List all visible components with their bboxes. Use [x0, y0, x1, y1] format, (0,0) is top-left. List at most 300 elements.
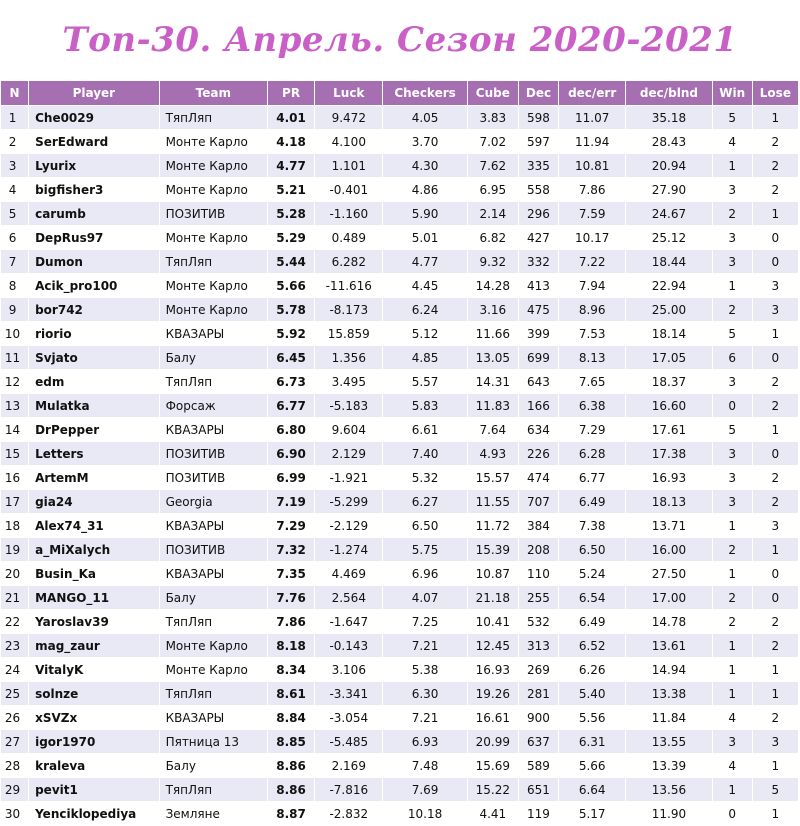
- checkers-cell: 4.85: [383, 346, 467, 370]
- n-cell: 15: [1, 442, 29, 466]
- pr-cell: 7.32: [267, 538, 314, 562]
- win-cell: 1: [712, 562, 752, 586]
- checkers-cell: 6.96: [383, 562, 467, 586]
- player-cell: Yaroslav39: [29, 610, 159, 634]
- dec-err-cell: 6.31: [559, 730, 626, 754]
- pr-cell: 5.44: [267, 250, 314, 274]
- dec-cell: 255: [518, 586, 558, 610]
- cube-cell: 15.57: [467, 466, 518, 490]
- dec-err-cell: 7.38: [559, 514, 626, 538]
- n-cell: 30: [1, 802, 29, 826]
- dec-cell: 313: [518, 634, 558, 658]
- checkers-cell: 5.38: [383, 658, 467, 682]
- checkers-cell: 6.24: [383, 298, 467, 322]
- cube-cell: 15.39: [467, 538, 518, 562]
- win-cell: 2: [712, 538, 752, 562]
- team-cell: Georgia: [159, 490, 267, 514]
- luck-cell: -5.299: [315, 490, 383, 514]
- team-cell: КВАЗАРЫ: [159, 322, 267, 346]
- cube-cell: 7.02: [467, 130, 518, 154]
- win-cell: 3: [712, 226, 752, 250]
- checkers-cell: 7.21: [383, 706, 467, 730]
- win-cell: 1: [712, 778, 752, 802]
- checkers-cell: 5.83: [383, 394, 467, 418]
- team-cell: ТяпЛяп: [159, 106, 267, 130]
- dec-err-cell: 6.64: [559, 778, 626, 802]
- dec-blnd-cell: 27.50: [626, 562, 712, 586]
- luck-cell: -3.341: [315, 682, 383, 706]
- team-cell: ТяпЛяп: [159, 610, 267, 634]
- checkers-cell: 4.07: [383, 586, 467, 610]
- dec-err-cell: 7.65: [559, 370, 626, 394]
- dec-blnd-cell: 18.37: [626, 370, 712, 394]
- dec-cell: 119: [518, 802, 558, 826]
- checkers-cell: 7.40: [383, 442, 467, 466]
- table-row: [1, 250, 799, 274]
- cube-cell: 4.41: [467, 802, 518, 826]
- dec-err-cell: 7.22: [559, 250, 626, 274]
- col-win-header: Win: [712, 81, 752, 106]
- lose-cell: 2: [752, 394, 798, 418]
- table-row: [1, 418, 799, 442]
- dec-err-cell: 11.07: [559, 106, 626, 130]
- team-cell: Монте Карло: [159, 154, 267, 178]
- luck-cell: 1.101: [315, 154, 383, 178]
- dec-blnd-cell: 18.14: [626, 322, 712, 346]
- team-cell: Монте Карло: [159, 658, 267, 682]
- n-cell: 23: [1, 634, 29, 658]
- dec-blnd-cell: 13.55: [626, 730, 712, 754]
- checkers-cell: 4.30: [383, 154, 467, 178]
- team-cell: Балу: [159, 346, 267, 370]
- luck-cell: 4.100: [315, 130, 383, 154]
- dec-cell: 269: [518, 658, 558, 682]
- cube-cell: 11.55: [467, 490, 518, 514]
- lose-cell: 2: [752, 706, 798, 730]
- table-row: [1, 802, 799, 826]
- luck-cell: -1.160: [315, 202, 383, 226]
- cube-cell: 13.05: [467, 346, 518, 370]
- lose-cell: 1: [752, 202, 798, 226]
- player-cell: pevit1: [29, 778, 159, 802]
- table-row: [1, 490, 799, 514]
- cube-cell: 14.28: [467, 274, 518, 298]
- luck-cell: 6.282: [315, 250, 383, 274]
- n-cell: 5: [1, 202, 29, 226]
- checkers-cell: 5.90: [383, 202, 467, 226]
- lose-cell: 3: [752, 730, 798, 754]
- win-cell: 1: [712, 682, 752, 706]
- player-cell: riorio: [29, 322, 159, 346]
- luck-cell: 3.495: [315, 370, 383, 394]
- checkers-cell: 6.93: [383, 730, 467, 754]
- team-cell: Форсаж: [159, 394, 267, 418]
- dec-blnd-cell: 14.78: [626, 610, 712, 634]
- pr-cell: 4.77: [267, 154, 314, 178]
- lose-cell: 5: [752, 778, 798, 802]
- luck-cell: -2.832: [315, 802, 383, 826]
- luck-cell: -1.921: [315, 466, 383, 490]
- player-cell: Yenciklopediya: [29, 802, 159, 826]
- col-n-header: N: [1, 81, 29, 106]
- cube-cell: 3.16: [467, 298, 518, 322]
- lose-cell: 0: [752, 346, 798, 370]
- dec-blnd-cell: 25.12: [626, 226, 712, 250]
- pr-cell: 7.35: [267, 562, 314, 586]
- dec-err-cell: 6.77: [559, 466, 626, 490]
- dec-err-cell: 10.81: [559, 154, 626, 178]
- dec-cell: 296: [518, 202, 558, 226]
- checkers-cell: 6.30: [383, 682, 467, 706]
- dec-cell: 110: [518, 562, 558, 586]
- team-cell: Монте Карло: [159, 298, 267, 322]
- luck-cell: -3.054: [315, 706, 383, 730]
- pr-cell: 6.80: [267, 418, 314, 442]
- pr-cell: 7.19: [267, 490, 314, 514]
- n-cell: 4: [1, 178, 29, 202]
- pr-cell: 5.66: [267, 274, 314, 298]
- player-cell: edm: [29, 370, 159, 394]
- dec-blnd-cell: 16.00: [626, 538, 712, 562]
- dec-blnd-cell: 22.94: [626, 274, 712, 298]
- win-cell: 4: [712, 130, 752, 154]
- player-cell: Svjato: [29, 346, 159, 370]
- dec-cell: 651: [518, 778, 558, 802]
- win-cell: 5: [712, 106, 752, 130]
- win-cell: 3: [712, 178, 752, 202]
- dec-blnd-cell: 13.61: [626, 634, 712, 658]
- table-row: [1, 202, 799, 226]
- dec-err-cell: 7.94: [559, 274, 626, 298]
- player-cell: carumb: [29, 202, 159, 226]
- luck-cell: 2.169: [315, 754, 383, 778]
- dec-blnd-cell: 17.38: [626, 442, 712, 466]
- dec-cell: 208: [518, 538, 558, 562]
- checkers-cell: 5.12: [383, 322, 467, 346]
- team-cell: КВАЗАРЫ: [159, 706, 267, 730]
- dec-err-cell: 6.49: [559, 610, 626, 634]
- table-row: [1, 730, 799, 754]
- n-cell: 13: [1, 394, 29, 418]
- team-cell: КВАЗАРЫ: [159, 562, 267, 586]
- player-cell: kraleva: [29, 754, 159, 778]
- dec-err-cell: 7.59: [559, 202, 626, 226]
- checkers-cell: 5.75: [383, 538, 467, 562]
- team-cell: ТяпЛяп: [159, 682, 267, 706]
- pr-cell: 6.77: [267, 394, 314, 418]
- cube-cell: 20.99: [467, 730, 518, 754]
- dec-cell: 558: [518, 178, 558, 202]
- cube-cell: 11.66: [467, 322, 518, 346]
- dec-blnd-cell: 16.93: [626, 466, 712, 490]
- n-cell: 6: [1, 226, 29, 250]
- cube-cell: 12.45: [467, 634, 518, 658]
- dec-blnd-cell: 35.18: [626, 106, 712, 130]
- luck-cell: 4.469: [315, 562, 383, 586]
- dec-cell: 166: [518, 394, 558, 418]
- table-row: [1, 298, 799, 322]
- n-cell: 3: [1, 154, 29, 178]
- lose-cell: 2: [752, 130, 798, 154]
- win-cell: 1: [712, 274, 752, 298]
- checkers-cell: 4.05: [383, 106, 467, 130]
- dec-err-cell: 6.38: [559, 394, 626, 418]
- pr-cell: 8.87: [267, 802, 314, 826]
- table-row: [1, 634, 799, 658]
- cube-cell: 15.22: [467, 778, 518, 802]
- win-cell: 3: [712, 466, 752, 490]
- dec-cell: 475: [518, 298, 558, 322]
- luck-cell: 1.356: [315, 346, 383, 370]
- luck-cell: -2.129: [315, 514, 383, 538]
- win-cell: 3: [712, 370, 752, 394]
- luck-cell: -5.183: [315, 394, 383, 418]
- lose-cell: 3: [752, 274, 798, 298]
- dec-err-cell: 7.53: [559, 322, 626, 346]
- table-row: [1, 586, 799, 610]
- checkers-cell: 6.50: [383, 514, 467, 538]
- dec-cell: 707: [518, 490, 558, 514]
- team-cell: Монте Карло: [159, 634, 267, 658]
- leaderboard-table: [0, 80, 799, 826]
- player-cell: MANGO_11: [29, 586, 159, 610]
- dec-err-cell: 5.40: [559, 682, 626, 706]
- cube-cell: 16.93: [467, 658, 518, 682]
- lose-cell: 3: [752, 514, 798, 538]
- player-cell: SerEdward: [29, 130, 159, 154]
- team-cell: ТяпЛяп: [159, 778, 267, 802]
- cube-cell: 10.87: [467, 562, 518, 586]
- pr-cell: 6.73: [267, 370, 314, 394]
- player-cell: Che0029: [29, 106, 159, 130]
- player-cell: Acik_pro100: [29, 274, 159, 298]
- lose-cell: 0: [752, 442, 798, 466]
- dec-cell: 900: [518, 706, 558, 730]
- n-cell: 22: [1, 610, 29, 634]
- dec-cell: 335: [518, 154, 558, 178]
- pr-cell: 7.86: [267, 610, 314, 634]
- lose-cell: 1: [752, 418, 798, 442]
- table-row: [1, 658, 799, 682]
- col-luck-header: Luck: [315, 81, 383, 106]
- checkers-cell: 4.86: [383, 178, 467, 202]
- dec-cell: 226: [518, 442, 558, 466]
- pr-cell: 5.28: [267, 202, 314, 226]
- checkers-cell: 3.70: [383, 130, 467, 154]
- lose-cell: 2: [752, 154, 798, 178]
- dec-cell: 532: [518, 610, 558, 634]
- n-cell: 10: [1, 322, 29, 346]
- pr-cell: 5.29: [267, 226, 314, 250]
- n-cell: 20: [1, 562, 29, 586]
- dec-err-cell: 11.94: [559, 130, 626, 154]
- pr-cell: 4.01: [267, 106, 314, 130]
- win-cell: 1: [712, 514, 752, 538]
- pr-cell: 8.86: [267, 778, 314, 802]
- lose-cell: 2: [752, 634, 798, 658]
- table-row: [1, 682, 799, 706]
- pr-cell: 5.21: [267, 178, 314, 202]
- team-cell: ПОЗИТИВ: [159, 538, 267, 562]
- checkers-cell: 5.57: [383, 370, 467, 394]
- dec-cell: 474: [518, 466, 558, 490]
- dec-err-cell: 5.66: [559, 754, 626, 778]
- n-cell: 27: [1, 730, 29, 754]
- pr-cell: 4.18: [267, 130, 314, 154]
- team-cell: ПОЗИТИВ: [159, 202, 267, 226]
- table-row: [1, 178, 799, 202]
- cube-cell: 21.18: [467, 586, 518, 610]
- player-cell: ArtemM: [29, 466, 159, 490]
- lose-cell: 2: [752, 178, 798, 202]
- dec-err-cell: 6.49: [559, 490, 626, 514]
- dec-err-cell: 5.17: [559, 802, 626, 826]
- luck-cell: 9.472: [315, 106, 383, 130]
- dec-cell: 637: [518, 730, 558, 754]
- dec-blnd-cell: 16.60: [626, 394, 712, 418]
- n-cell: 26: [1, 706, 29, 730]
- luck-cell: 2.564: [315, 586, 383, 610]
- lose-cell: 2: [752, 370, 798, 394]
- win-cell: 2: [712, 202, 752, 226]
- dec-blnd-cell: 25.00: [626, 298, 712, 322]
- n-cell: 28: [1, 754, 29, 778]
- cube-cell: 11.83: [467, 394, 518, 418]
- team-cell: ПОЗИТИВ: [159, 442, 267, 466]
- pr-cell: 6.90: [267, 442, 314, 466]
- n-cell: 14: [1, 418, 29, 442]
- team-cell: КВАЗАРЫ: [159, 418, 267, 442]
- n-cell: 29: [1, 778, 29, 802]
- table-row: [1, 562, 799, 586]
- win-cell: 3: [712, 250, 752, 274]
- win-cell: 5: [712, 322, 752, 346]
- lose-cell: 0: [752, 226, 798, 250]
- dec-err-cell: 8.96: [559, 298, 626, 322]
- luck-cell: -11.616: [315, 274, 383, 298]
- pr-cell: 7.76: [267, 586, 314, 610]
- checkers-cell: 7.48: [383, 754, 467, 778]
- dec-blnd-cell: 14.94: [626, 658, 712, 682]
- table-row: [1, 322, 799, 346]
- checkers-cell: 7.21: [383, 634, 467, 658]
- player-cell: Dumon: [29, 250, 159, 274]
- team-cell: Пятница 13: [159, 730, 267, 754]
- dec-blnd-cell: 11.84: [626, 706, 712, 730]
- dec-err-cell: 6.50: [559, 538, 626, 562]
- col-player-header: Player: [29, 81, 159, 106]
- lose-cell: 2: [752, 490, 798, 514]
- dec-blnd-cell: 24.67: [626, 202, 712, 226]
- dec-err-cell: 8.13: [559, 346, 626, 370]
- cube-cell: 14.31: [467, 370, 518, 394]
- table-row: [1, 394, 799, 418]
- cube-cell: 3.83: [467, 106, 518, 130]
- luck-cell: -0.401: [315, 178, 383, 202]
- pr-cell: 6.99: [267, 466, 314, 490]
- player-cell: xSVZx: [29, 706, 159, 730]
- n-cell: 11: [1, 346, 29, 370]
- dec-cell: 699: [518, 346, 558, 370]
- win-cell: 3: [712, 490, 752, 514]
- table-row: [1, 706, 799, 730]
- cube-cell: 2.14: [467, 202, 518, 226]
- team-cell: Монте Карло: [159, 274, 267, 298]
- dec-blnd-cell: 17.00: [626, 586, 712, 610]
- dec-err-cell: 6.54: [559, 586, 626, 610]
- checkers-cell: 4.45: [383, 274, 467, 298]
- table-row: [1, 754, 799, 778]
- col-team-header: Team: [159, 81, 267, 106]
- table-row: [1, 442, 799, 466]
- checkers-cell: 5.01: [383, 226, 467, 250]
- player-cell: mag_zaur: [29, 634, 159, 658]
- win-cell: 2: [712, 586, 752, 610]
- dec-cell: 598: [518, 106, 558, 130]
- team-cell: ПОЗИТИВ: [159, 466, 267, 490]
- n-cell: 2: [1, 130, 29, 154]
- dec-blnd-cell: 27.90: [626, 178, 712, 202]
- pr-cell: 5.92: [267, 322, 314, 346]
- cube-cell: 11.72: [467, 514, 518, 538]
- lose-cell: 1: [752, 658, 798, 682]
- table-row: [1, 154, 799, 178]
- dec-blnd-cell: 11.90: [626, 802, 712, 826]
- dec-cell: 643: [518, 370, 558, 394]
- dec-err-cell: 6.52: [559, 634, 626, 658]
- table-row: [1, 538, 799, 562]
- col-pr-header: PR: [267, 81, 314, 106]
- table-row: [1, 346, 799, 370]
- n-cell: 16: [1, 466, 29, 490]
- dec-blnd-cell: 13.56: [626, 778, 712, 802]
- dec-blnd-cell: 17.05: [626, 346, 712, 370]
- pr-cell: 6.45: [267, 346, 314, 370]
- dec-err-cell: 7.29: [559, 418, 626, 442]
- lose-cell: 1: [752, 538, 798, 562]
- cube-cell: 9.32: [467, 250, 518, 274]
- pr-cell: 5.78: [267, 298, 314, 322]
- player-cell: solnze: [29, 682, 159, 706]
- win-cell: 0: [712, 802, 752, 826]
- win-cell: 2: [712, 298, 752, 322]
- dec-blnd-cell: 17.61: [626, 418, 712, 442]
- luck-cell: 3.106: [315, 658, 383, 682]
- lose-cell: 3: [752, 298, 798, 322]
- dec-cell: 597: [518, 130, 558, 154]
- win-cell: 4: [712, 754, 752, 778]
- n-cell: 24: [1, 658, 29, 682]
- dec-blnd-cell: 13.38: [626, 682, 712, 706]
- page-title: Топ-30. Апрель. Сезон 2020-2021: [62, 20, 738, 60]
- cube-cell: 15.69: [467, 754, 518, 778]
- luck-cell: 9.604: [315, 418, 383, 442]
- player-cell: gia24: [29, 490, 159, 514]
- luck-cell: 0.489: [315, 226, 383, 250]
- dec-blnd-cell: 18.44: [626, 250, 712, 274]
- cube-cell: 6.95: [467, 178, 518, 202]
- win-cell: 3: [712, 442, 752, 466]
- lose-cell: 0: [752, 562, 798, 586]
- checkers-cell: 4.77: [383, 250, 467, 274]
- checkers-cell: 6.61: [383, 418, 467, 442]
- dec-blnd-cell: 13.71: [626, 514, 712, 538]
- lose-cell: 1: [752, 682, 798, 706]
- cube-cell: 7.62: [467, 154, 518, 178]
- player-cell: Mulatka: [29, 394, 159, 418]
- dec-err-cell: 6.26: [559, 658, 626, 682]
- win-cell: 0: [712, 394, 752, 418]
